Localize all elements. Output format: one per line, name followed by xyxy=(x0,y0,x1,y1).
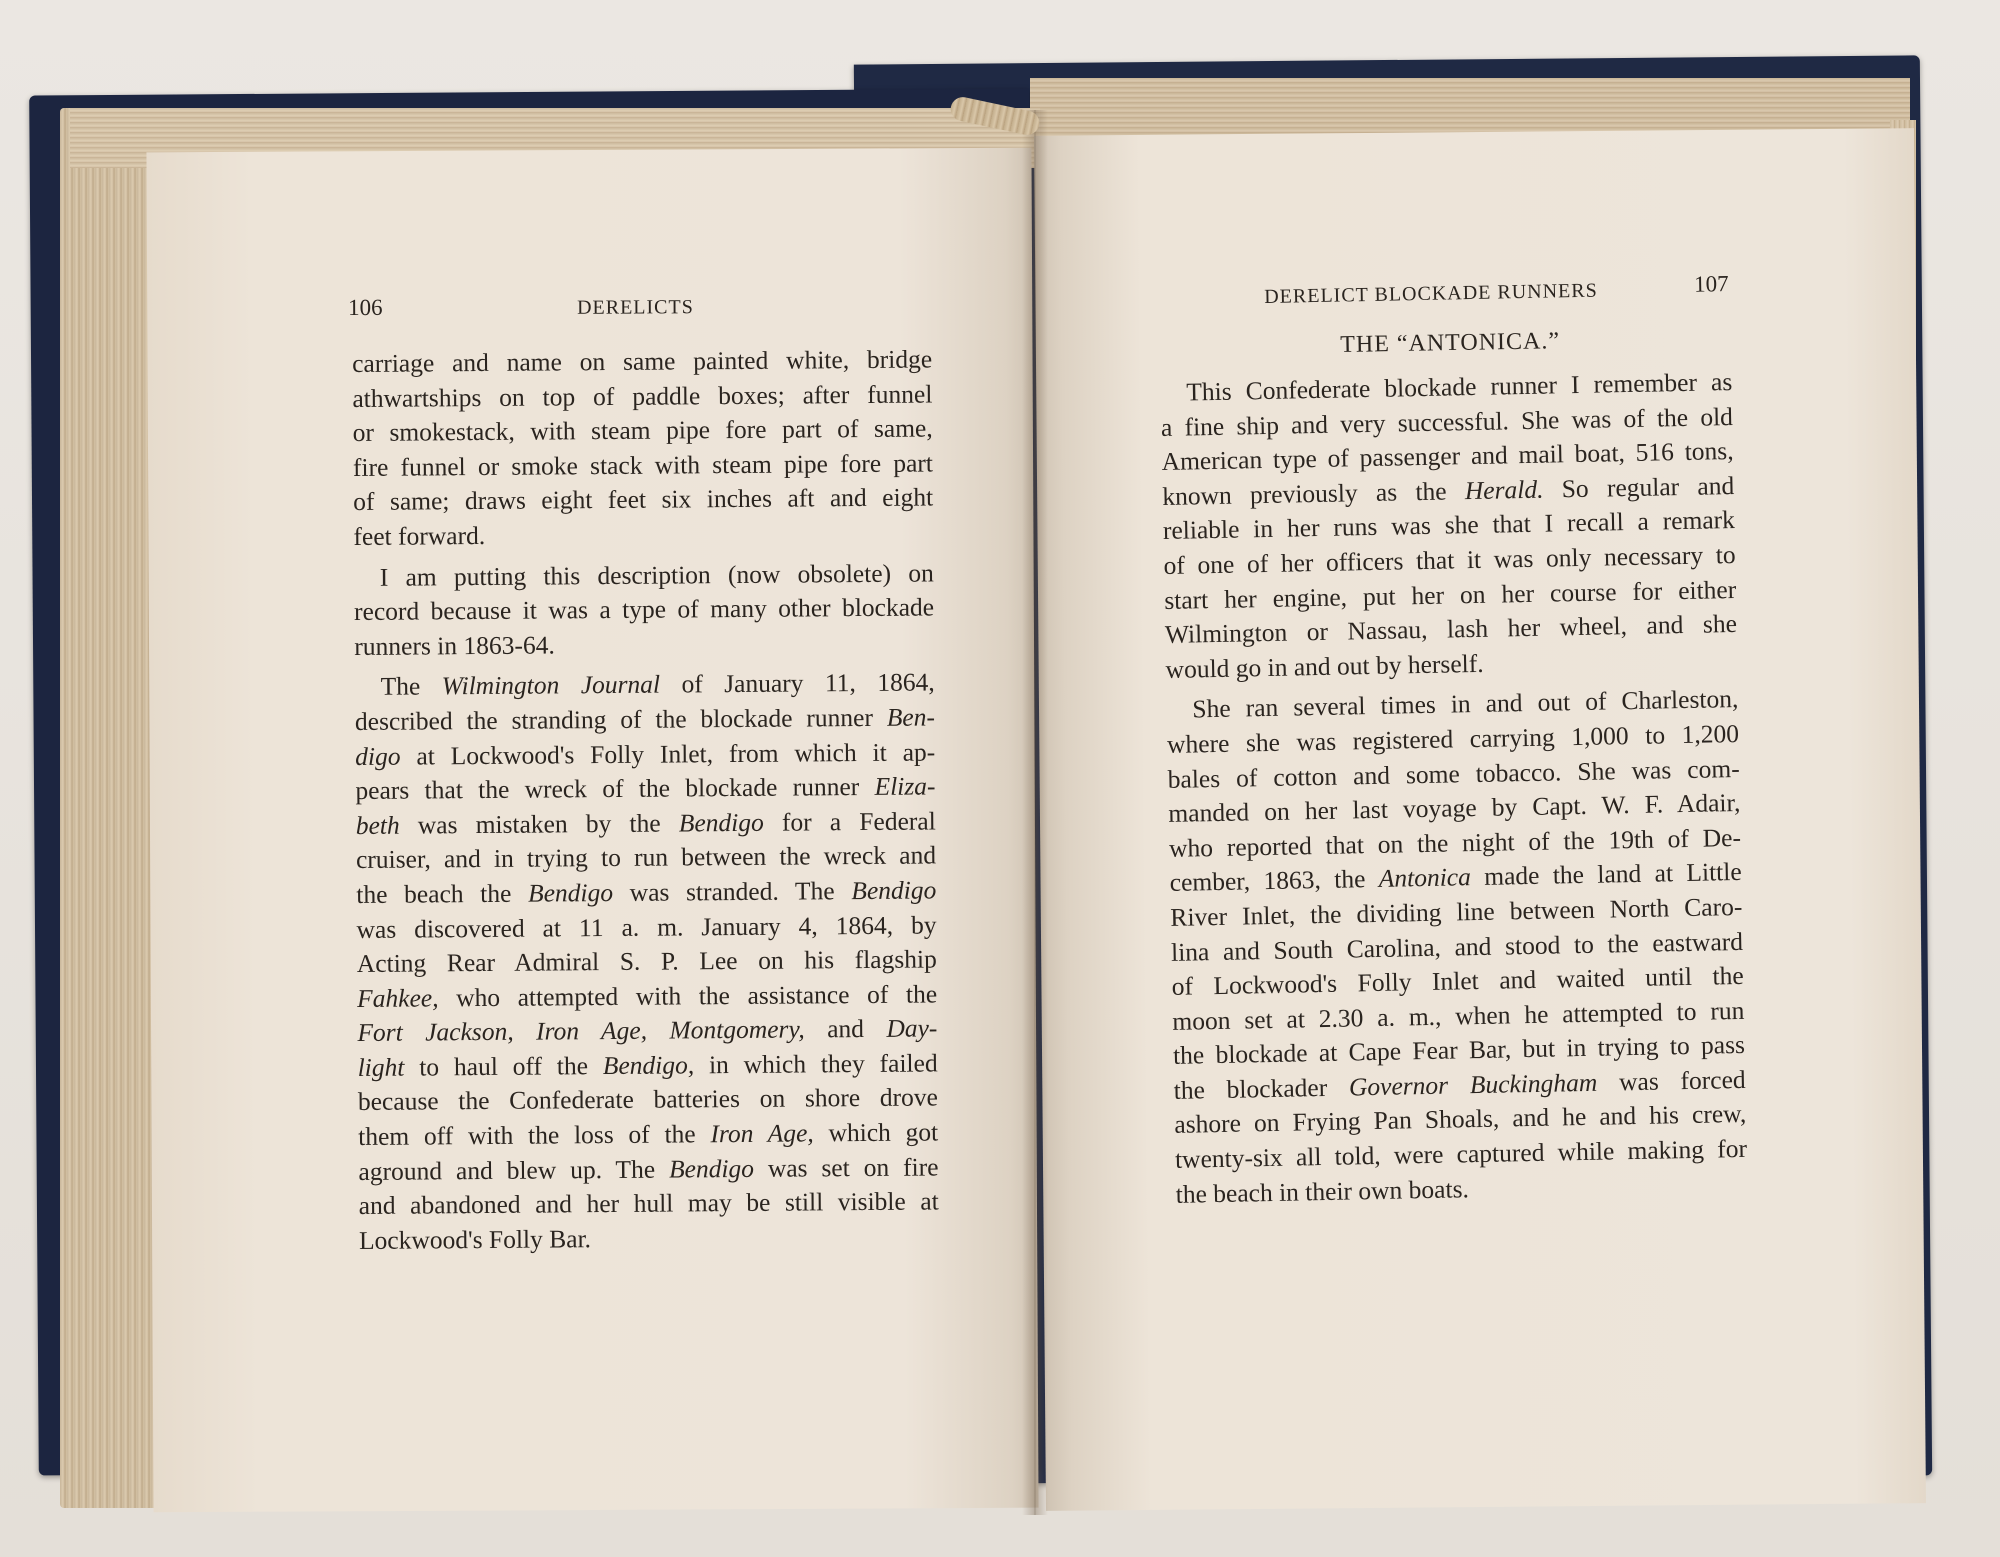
text-line: pears that the wreck of the blockade runner Eliza- xyxy=(355,771,936,806)
text-line: manded on her last voyage by Capt. W. F. Adair, xyxy=(1168,788,1741,829)
text-line: lina and South Carolina, and stood to the eastward xyxy=(1170,926,1744,967)
text-line: bales of cotton and some tobacco. She was com- xyxy=(1167,753,1740,794)
text-line: of same; draws eight feet six inches aft and eight xyxy=(353,482,934,517)
text-line: carriage and name on same painted white, bridge xyxy=(352,344,933,378)
text-line: digo at Lockwood's Folly Inlet, from which it ap- xyxy=(355,736,936,771)
text-line: where she was registered carrying 1,000 to 1,200 xyxy=(1166,718,1740,759)
text-line: was discovered at 11 a. m. January 4, 1864, by xyxy=(356,909,937,944)
text-line: who reported that on the night of the 19th of De- xyxy=(1168,822,1742,863)
text-line: aground and blew up. The Bendigo was set on fire xyxy=(358,1152,939,1186)
text-line: fire funnel or smoke stack with steam pipe fore part xyxy=(352,448,934,482)
text-line: record because it was a type of many other blockade xyxy=(353,592,935,627)
text-line: the beach the Bendigo was stranded. The Bendigo xyxy=(356,875,937,909)
text-line: described the stranding of the blockade runner Ben- xyxy=(354,702,936,736)
text-line: I am putting this description (now obsolete) on xyxy=(379,558,934,592)
right-page-number: 107 xyxy=(1693,271,1729,297)
text-line: cruiser, and in trying to run between the wreck and xyxy=(355,840,937,875)
text-line: This Confederate blockade runner I remember as xyxy=(1186,367,1733,407)
left-running-head: DERELICTS xyxy=(576,296,694,319)
text-line: Wilmington or Nassau, lash her wheel, and she xyxy=(1164,609,1738,650)
text-line: them off with the loss of the Iron Age, which got xyxy=(358,1117,939,1152)
text-line: the blockader Governor Buckingham was forced xyxy=(1173,1064,1746,1105)
text-line: and abandoned and her hull may be still visible at xyxy=(358,1186,939,1221)
text-line: of Lockwood's Folly Inlet and waited until the xyxy=(1171,961,1744,1001)
text-line: because the Confederate batteries on shore drove xyxy=(357,1082,939,1117)
text-line: start her engine, put her on her course for either xyxy=(1164,574,1737,615)
text-line: runners in 1863-64. xyxy=(354,630,555,661)
left-page-number: 106 xyxy=(347,294,383,320)
text-line: reliable in her runs was she that I recall a remark xyxy=(1162,505,1736,546)
text-line: cember, 1863, the Antonica made the land at Little xyxy=(1169,857,1742,898)
text-line: twenty-six all told, were captured while making for xyxy=(1174,1133,1748,1174)
text-line: moon set at 2.30 a. m., when he attempted to run xyxy=(1172,995,1745,1036)
text-line: Fahkee, who attempted with the assistance of the xyxy=(357,979,938,1013)
right-running-head: DERELICT BLOCKADE RUNNERS xyxy=(1264,279,1598,308)
text-line: ashore on Frying Pan Shoals, and he and his crew, xyxy=(1174,1099,1747,1140)
text-line: a fine ship and very successful. She was of the old xyxy=(1160,401,1734,442)
text-line: Fort Jackson, Iron Age, Montgomery, and Day- xyxy=(357,1013,938,1048)
text-line: known previously as the Herald. So regular and xyxy=(1162,470,1735,511)
text-line: would go in and out by herself. xyxy=(1165,648,1484,684)
text-line: River Inlet, the dividing line between North Caro- xyxy=(1170,891,1743,932)
text-line: or smokestack, with steam pipe fore part of same, xyxy=(352,413,933,448)
text-line: the beach in their own boats. xyxy=(1175,1173,1470,1209)
text-line: She ran several times in and out of Charleston, xyxy=(1192,684,1739,724)
text-line: feet forward. xyxy=(353,520,486,551)
book-gutter xyxy=(1022,110,1048,1515)
text-line: Lockwood's Folly Bar. xyxy=(358,1223,592,1255)
text-line: athwartships on top of paddle boxes; after funnel xyxy=(352,379,933,413)
text-line: American type of passenger and mail boat, 516 tons, xyxy=(1161,436,1734,477)
left-page-body xyxy=(352,342,939,1258)
text-line: light to haul off the Bendigo, in which they failed xyxy=(357,1048,938,1082)
text-line: of one of her officers that it was only necessary to xyxy=(1163,539,1736,580)
text-line: beth was mistaken by the Bendigo for a Federal xyxy=(355,806,936,840)
text-line: The Wilmington Journal of January 11, 1864, xyxy=(380,667,935,702)
section-title: THE “ANTONICA.” xyxy=(1340,328,1561,358)
text-line: Acting Rear Admiral S. P. Lee on his flagship xyxy=(356,944,937,979)
text-line: the blockade at Cape Fear Bar, but in trying to pass xyxy=(1172,1030,1746,1071)
right-page-body xyxy=(1160,365,1748,1212)
